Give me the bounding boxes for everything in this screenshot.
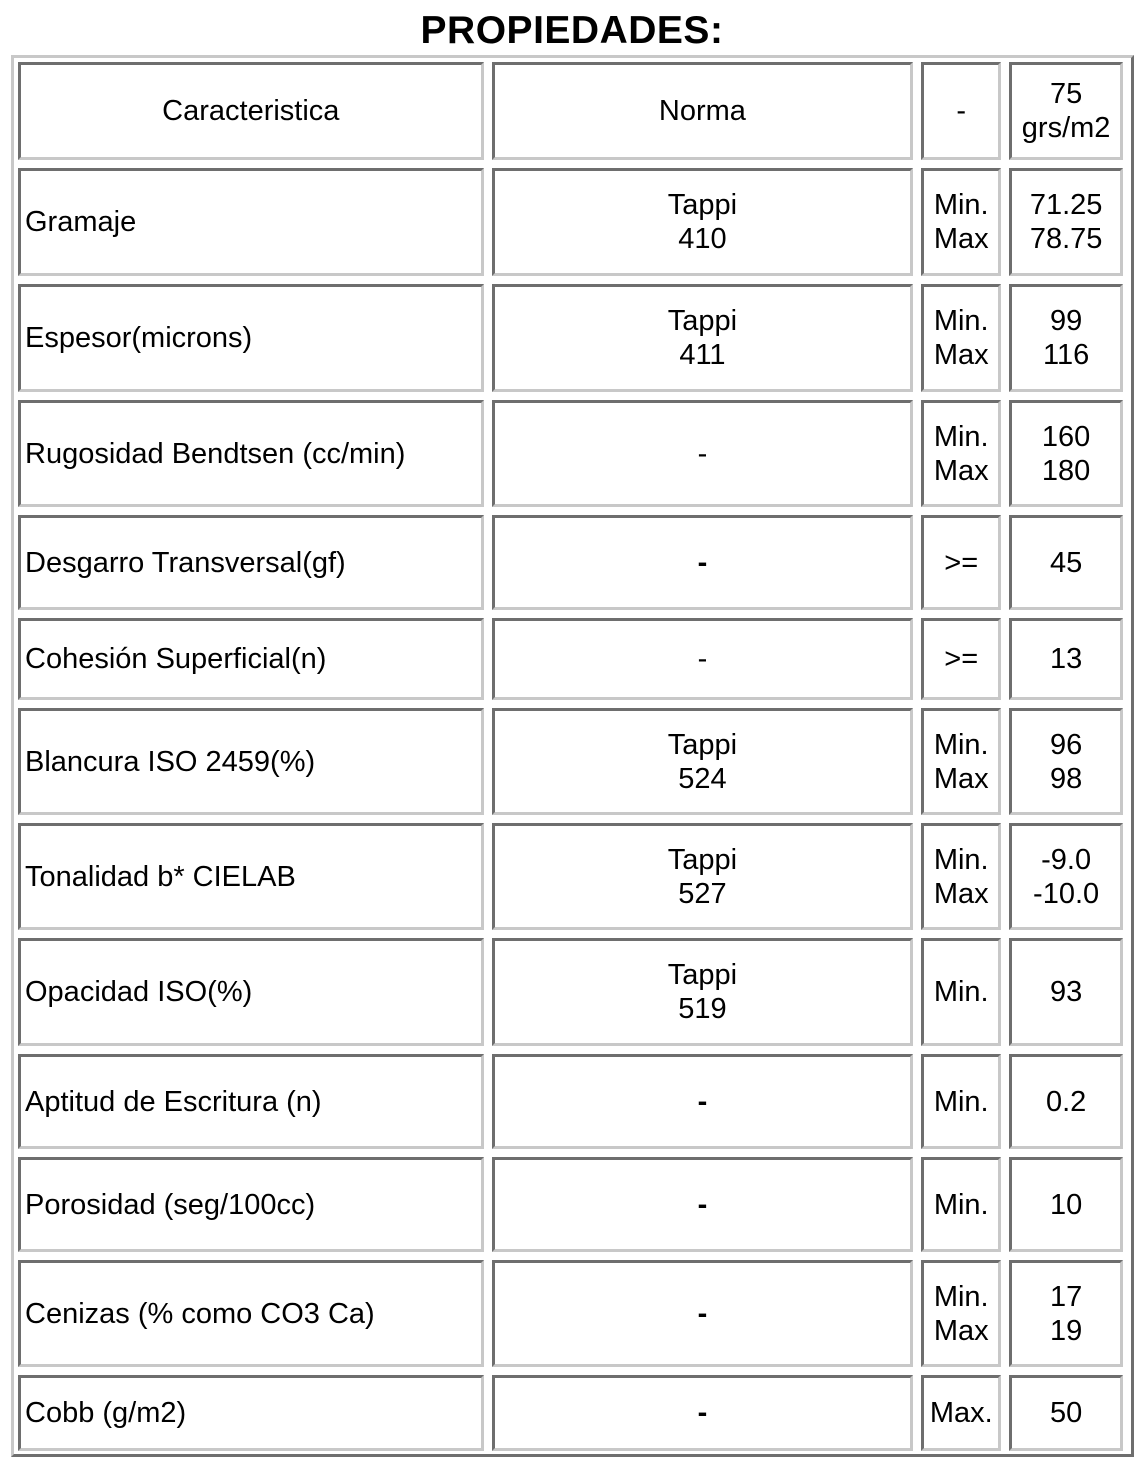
- cell-valor: [1009, 515, 1123, 610]
- cell-valor-line: 96: [1049, 728, 1083, 761]
- cell-caracteristica: Opacidad ISO(%): [18, 938, 484, 1046]
- page-title: PROPIEDADES:: [420, 9, 724, 52]
- cell-caracteristica: Porosidad (seg/100cc): [18, 1157, 484, 1252]
- cell-norma-line: 527: [678, 877, 727, 910]
- cell-limite: [921, 168, 1001, 276]
- header-valor: [1009, 62, 1123, 160]
- table-row: [18, 1260, 1123, 1367]
- cell-norma-line: -: [697, 546, 708, 579]
- cell-norma: [492, 823, 914, 930]
- cell-limite-line: Min.: [933, 1085, 989, 1118]
- table-row: [18, 618, 1123, 700]
- cell-limite-line: Min.: [933, 1188, 989, 1221]
- cell-valor: [1009, 708, 1123, 815]
- cell-norma: [492, 618, 914, 700]
- cell-norma-line: -: [697, 1188, 708, 1221]
- table-row: [18, 823, 1123, 930]
- cell-norma-line: -: [697, 437, 708, 470]
- cell-norma-line: 519: [678, 993, 727, 1025]
- header-caracteristica: Caracteristica: [18, 62, 484, 160]
- header-valor-line: grs/m2: [1021, 112, 1111, 144]
- cell-limite: [921, 1375, 1001, 1451]
- cell-norma-line: Tappi: [667, 728, 738, 761]
- cell-valor-line: 19: [1049, 1314, 1083, 1347]
- header-norma: Norma: [492, 62, 914, 160]
- cell-limite-line: Max: [933, 1314, 989, 1347]
- properties-table: [10, 54, 1131, 1459]
- cell-valor: [1009, 1157, 1123, 1252]
- table-header-row: [18, 62, 1123, 160]
- cell-valor-line: 116: [1042, 339, 1090, 371]
- table-row: [18, 1375, 1123, 1451]
- header-limite: -: [921, 62, 1001, 160]
- cell-norma: [492, 284, 914, 392]
- cell-valor-line: 99: [1049, 305, 1083, 337]
- cell-valor-line: 71.25: [1029, 189, 1103, 221]
- cell-caracteristica: Tonalidad b* CIELAB: [18, 823, 484, 930]
- cell-caracteristica: Rugosidad Bendtsen (cc/min): [18, 400, 484, 507]
- cell-limite-line: Max: [933, 877, 989, 910]
- cell-limite-line: Min.: [933, 420, 989, 453]
- cell-limite: [921, 1260, 1001, 1367]
- cell-caracteristica: Aptitud de Escritura (n): [18, 1054, 484, 1149]
- cell-valor: [1009, 400, 1123, 507]
- cell-norma-line: 524: [678, 762, 727, 795]
- cell-limite-line: Max: [933, 454, 989, 487]
- cell-valor-line: 13: [1049, 643, 1083, 675]
- cell-limite: [921, 938, 1001, 1046]
- cell-limite-line: Max: [933, 762, 989, 795]
- cell-norma-line: Tappi: [667, 843, 738, 876]
- cell-caracteristica: Cohesión Superficial(n): [18, 618, 484, 700]
- cell-valor: [1009, 938, 1123, 1046]
- cell-valor: [1009, 284, 1123, 392]
- cell-valor-line: 180: [1041, 454, 1091, 487]
- cell-limite-line: Min.: [933, 976, 989, 1008]
- cell-limite-line: Min.: [933, 305, 989, 337]
- cell-limite: [921, 284, 1001, 392]
- cell-valor: [1009, 1260, 1123, 1367]
- table-row: [18, 400, 1123, 507]
- cell-limite: [921, 1157, 1001, 1252]
- cell-limite-line: Min.: [933, 728, 989, 761]
- cell-norma: [492, 1157, 914, 1252]
- table-row: [18, 284, 1123, 392]
- cell-valor-line: 98: [1049, 762, 1083, 795]
- cell-valor-line: 45: [1049, 546, 1083, 579]
- header-valor-line: 75: [1049, 78, 1083, 110]
- table-row: [18, 1157, 1123, 1252]
- cell-limite-line: Max.: [929, 1397, 993, 1429]
- cell-norma: [492, 1375, 914, 1451]
- cell-valor-line: -9.0: [1041, 843, 1092, 876]
- table-row: [18, 515, 1123, 610]
- cell-limite-line: Max: [933, 339, 989, 371]
- cell-norma-line: -: [697, 1085, 708, 1118]
- cell-limite-line: Min.: [933, 189, 989, 221]
- cell-limite-line: Min.: [933, 1280, 989, 1313]
- cell-valor-line: 78.75: [1029, 223, 1103, 255]
- cell-valor-line: 160: [1041, 420, 1091, 453]
- cell-limite: [921, 708, 1001, 815]
- cell-norma-line: -: [697, 1297, 708, 1330]
- cell-caracteristica: Espesor(microns): [18, 284, 484, 392]
- cell-norma-line: Tappi: [667, 305, 738, 337]
- cell-valor-line: -10.0: [1033, 877, 1100, 910]
- table-row: [18, 168, 1123, 276]
- cell-norma-line: 411: [679, 339, 726, 371]
- cell-valor: [1009, 823, 1123, 930]
- cell-caracteristica: Gramaje: [18, 168, 484, 276]
- cell-limite: [921, 1054, 1001, 1149]
- table-row: [18, 938, 1123, 1046]
- cell-norma: [492, 168, 914, 276]
- table-row: [18, 708, 1123, 815]
- cell-norma: [492, 708, 914, 815]
- cell-caracteristica: Cobb (g/m2): [18, 1375, 484, 1451]
- cell-limite-line: >=: [944, 546, 979, 579]
- cell-norma: [492, 938, 914, 1046]
- cell-valor: [1009, 1375, 1123, 1451]
- cell-norma: [492, 1054, 914, 1149]
- cell-norma-line: 410: [678, 223, 727, 255]
- cell-limite: [921, 400, 1001, 507]
- cell-valor-line: 93: [1049, 976, 1083, 1008]
- cell-valor: [1009, 168, 1123, 276]
- cell-limite: [921, 823, 1001, 930]
- cell-caracteristica: Blancura ISO 2459(%): [18, 708, 484, 815]
- cell-valor-line: 10: [1049, 1188, 1083, 1221]
- cell-norma: [492, 1260, 914, 1367]
- cell-caracteristica: Desgarro Transversal(gf): [18, 515, 484, 610]
- cell-limite-line: >=: [944, 643, 979, 675]
- properties-table-frame: [11, 55, 1134, 1457]
- cell-norma: [492, 515, 914, 610]
- table-row: [18, 1054, 1123, 1149]
- cell-valor-line: 0.2: [1045, 1085, 1087, 1118]
- cell-limite-line: Max: [933, 223, 989, 255]
- cell-limite: [921, 618, 1001, 700]
- cell-norma: [492, 400, 914, 507]
- cell-valor-line: 17: [1049, 1280, 1083, 1313]
- cell-norma-line: Tappi: [667, 189, 738, 221]
- cell-norma-line: -: [697, 643, 708, 675]
- cell-limite: [921, 515, 1001, 610]
- cell-caracteristica: Cenizas (% como CO3 Ca): [18, 1260, 484, 1367]
- cell-limite-line: Min.: [933, 843, 989, 876]
- cell-valor: [1009, 1054, 1123, 1149]
- cell-norma-line: -: [697, 1397, 708, 1429]
- cell-norma-line: Tappi: [667, 959, 738, 991]
- cell-valor-line: 50: [1049, 1397, 1083, 1429]
- cell-valor: [1009, 618, 1123, 700]
